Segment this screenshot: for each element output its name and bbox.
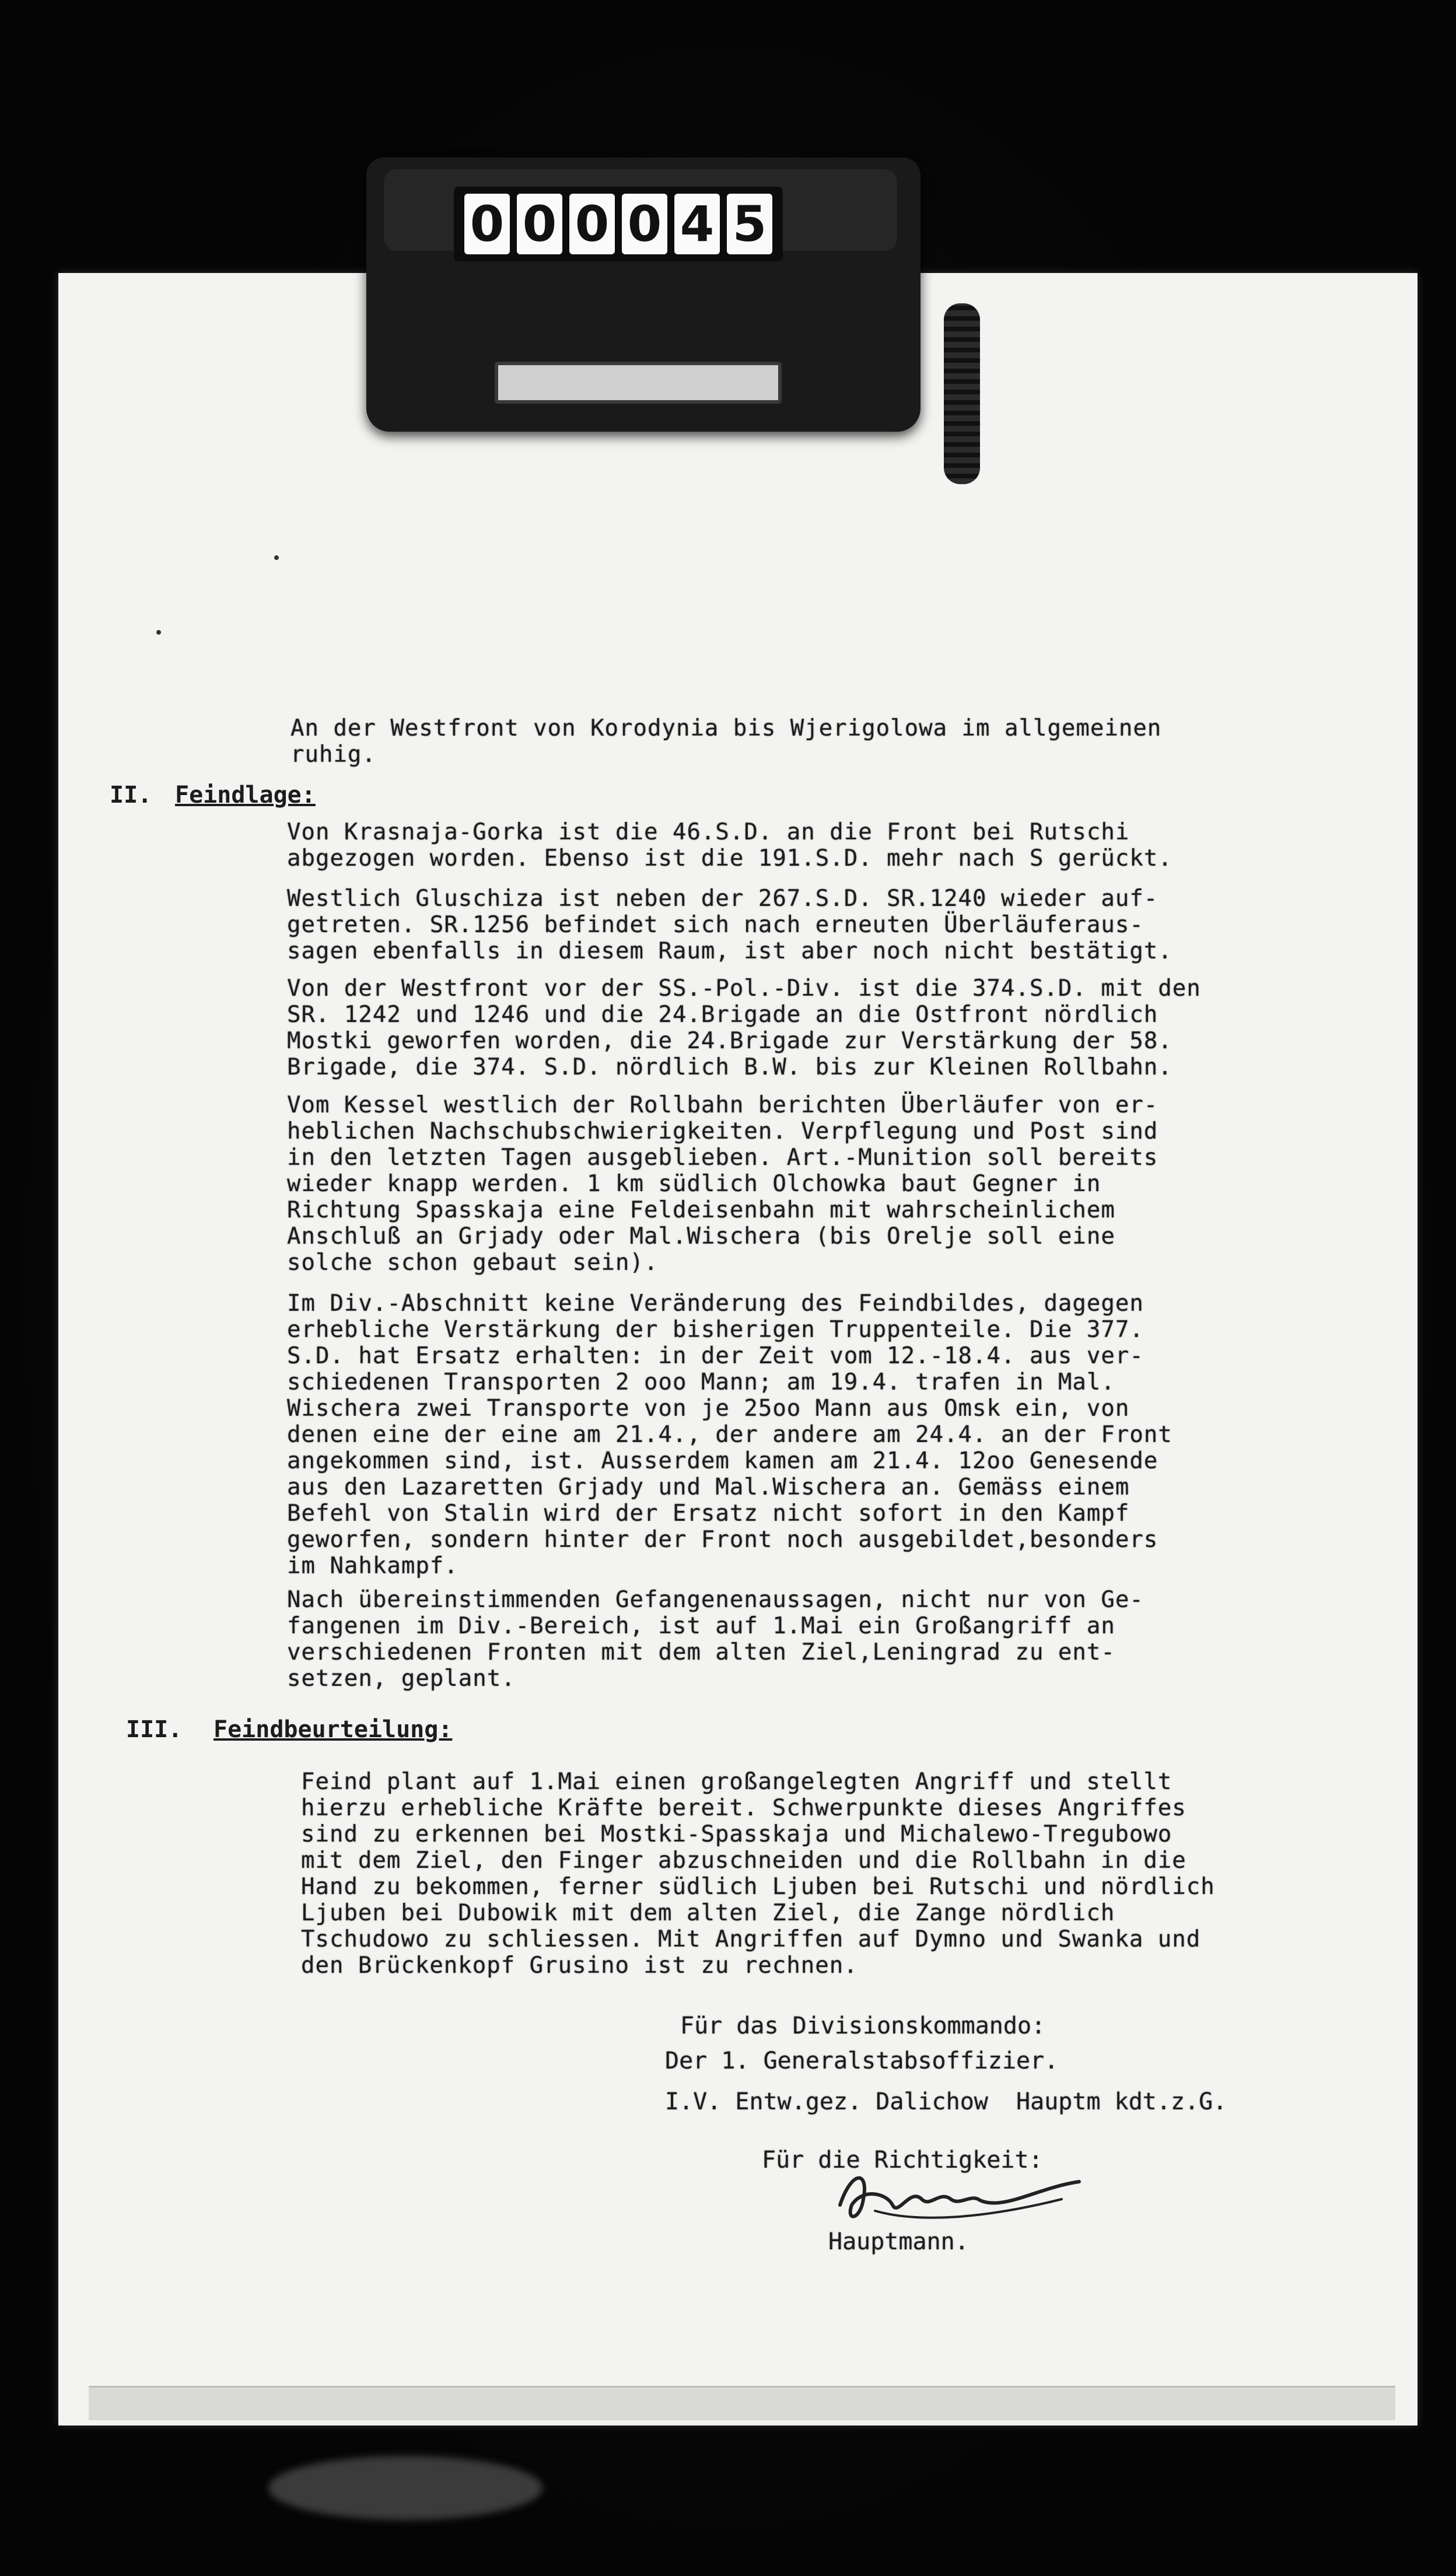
paragraph [287, 1290, 1172, 1579]
counter-digit: 4 [674, 194, 720, 254]
text-line: abgezogen worden. Ebenso ist die 191.S.D. mehr nach S gerückt. [287, 845, 1172, 872]
closing-line: Für das Divisionskommando: [680, 2013, 1046, 2039]
text-line: sagen ebenfalls in diesem Raum, ist aber noch nicht bestätigt. [287, 938, 1172, 964]
closing-line: Hauptmann. [828, 2228, 969, 2255]
paragraph [287, 819, 1172, 872]
counter-digit: 0 [517, 194, 562, 254]
frame-counter [366, 158, 921, 432]
text-line: Nach übereinstimmenden Gefangenenaussagen, nicht nur von Ge- [287, 1587, 1144, 1613]
text-line: Anschluß an Grjady oder Mal.Wischera (bis Orelje soll eine [287, 1223, 1115, 1250]
text-line: angekommen sind, ist. Ausserdem kamen am 21.4. 12oo Genesende [287, 1448, 1158, 1474]
counter-digit: 0 [464, 194, 510, 254]
paragraph [287, 886, 1172, 964]
text-line: solche schon gebaut sein). [287, 1250, 659, 1276]
text-line: SR. 1242 und 1246 und die 24.Brigade an die Ostfront nördlich [287, 1002, 1158, 1028]
counter-digits [454, 187, 783, 261]
section-heading: Feindbeurteilung: [214, 1716, 453, 1743]
counter-digit: 5 [727, 194, 772, 254]
text-line: setzen, geplant. [287, 1665, 516, 1692]
text-line: getreten. SR.1256 befindet sich nach erneuten Überläuferaus- [287, 912, 1144, 938]
section-heading: Feindlage: [175, 782, 316, 808]
paragraph [287, 1587, 1144, 1692]
counter-window [495, 362, 782, 404]
text-line: Tschudowo zu schliessen. Mit Angriffen auf Dymno und Swanka und [301, 1926, 1201, 1952]
text-line: Brigade, die 374. S.D. nördlich B.W. bis zur Kleinen Rollbahn. [287, 1054, 1172, 1080]
speck-mark [156, 630, 161, 635]
text-line: verschiedenen Fronten mit dem alten Ziel,Leningrad zu ent- [287, 1639, 1115, 1665]
intro-paragraph [290, 715, 1161, 768]
text-line: erhebliche Verstärkung der bisherigen Truppenteile. Die 377. [287, 1317, 1144, 1343]
counter-digit: 0 [569, 194, 615, 254]
section-numeral: III. [126, 1716, 183, 1743]
counter-digit: 0 [622, 194, 667, 254]
text-line: Mostki geworfen worden, die 24.Brigade zur Verstärkung der 58. [287, 1028, 1172, 1054]
text-line: Von Krasnaja-Gorka ist die 46.S.D. an die Front bei Rutschi [287, 819, 1130, 845]
page-edge [89, 2386, 1395, 2420]
text-line: Hand zu bekommen, ferner südlich Ljuben bei Rutschi und nördlich [301, 1874, 1215, 1900]
text-line: heblichen Nachschubschwierigkeiten. Verpflegung und Post sind [287, 1118, 1158, 1144]
text-line: den Brückenkopf Grusino ist zu rechnen. [301, 1952, 858, 1979]
text-line: schiedenen Transporten 2 ooo Mann; am 19.4. trafen in Mal. [287, 1369, 1115, 1395]
text-line: ruhig. [290, 741, 376, 768]
text-line: S.D. hat Ersatz erhalten: in der Zeit vom 12.-18.4. aus ver- [287, 1343, 1144, 1369]
section-numeral: II. [110, 782, 152, 808]
closing-line: Für die Richtigkeit: [762, 2147, 1043, 2174]
text-line: hierzu erhebliche Kräfte bereit. Schwerpunkte dieses Angriffes [301, 1795, 1186, 1821]
text-line: geworfen, sondern hinter der Front noch ausgebildet,besonders [287, 1527, 1158, 1553]
text-line: Vom Kessel westlich der Rollbahn berichten Überläufer von er- [287, 1092, 1158, 1118]
text-line: sind zu erkennen bei Mostki-Spasskaja und Michalewo-Tregubowo [301, 1821, 1172, 1847]
text-line: Im Div.-Abschnitt keine Veränderung des Feindbildes, dagegen [287, 1290, 1144, 1317]
handwritten-signature [828, 2164, 1085, 2234]
text-line: An der Westfront von Korodynia bis Wjerigolowa im allgemeinen [290, 715, 1162, 741]
closing-line: Der 1. Generalstabsoffizier. [665, 2048, 1059, 2074]
speck-mark [274, 555, 279, 560]
text-line: Von der Westfront vor der SS.-Pol.-Div. ist die 374.S.D. mit den [287, 975, 1201, 1002]
text-line: mit dem Ziel, den Finger abzuschneiden und die Rollbahn in die [301, 1847, 1186, 1874]
text-line: wieder knapp werden. 1 km südlich Olchowka baut Gegner in [287, 1171, 1101, 1197]
text-line: Feind plant auf 1.Mai einen großangelegten Angriff und stellt [301, 1769, 1172, 1795]
text-line: im Nahkampf. [287, 1553, 459, 1579]
text-line: Richtung Spasskaja eine Feldeisenbahn mit wahrscheinlichem [287, 1197, 1115, 1223]
counter-knob [944, 303, 980, 484]
text-line: Befehl von Stalin wird der Ersatz nicht sofort in den Kampf [287, 1500, 1130, 1527]
text-line: denen eine der eine am 21.4., der andere am 24.4. an der Front [287, 1422, 1172, 1448]
text-line: Ljuben bei Dubowik mit dem alten Ziel, die Zange nördlich [301, 1900, 1115, 1926]
paragraph [301, 1769, 1215, 1979]
film-blemish [268, 2456, 542, 2520]
paragraph [287, 1092, 1158, 1276]
text-line: in den letzten Tagen ausgeblieben. Art.-Munition soll bereits [287, 1144, 1158, 1171]
text-line: aus den Lazaretten Grjady und Mal.Wischera an. Gemäss einem [287, 1474, 1130, 1500]
text-line: fangenen im Div.-Bereich, ist auf 1.Mai ein Großangriff an [287, 1613, 1115, 1639]
text-line: Westlich Gluschiza ist neben der 267.S.D. SR.1240 wieder auf- [287, 886, 1158, 912]
paragraph [287, 975, 1201, 1080]
text-line: Wischera zwei Transporte von je 25oo Mann aus Omsk ein, von [287, 1395, 1130, 1422]
closing-line: I.V. Entw.gez. Dalichow Hauptm kdt.z.G. [665, 2088, 1227, 2115]
